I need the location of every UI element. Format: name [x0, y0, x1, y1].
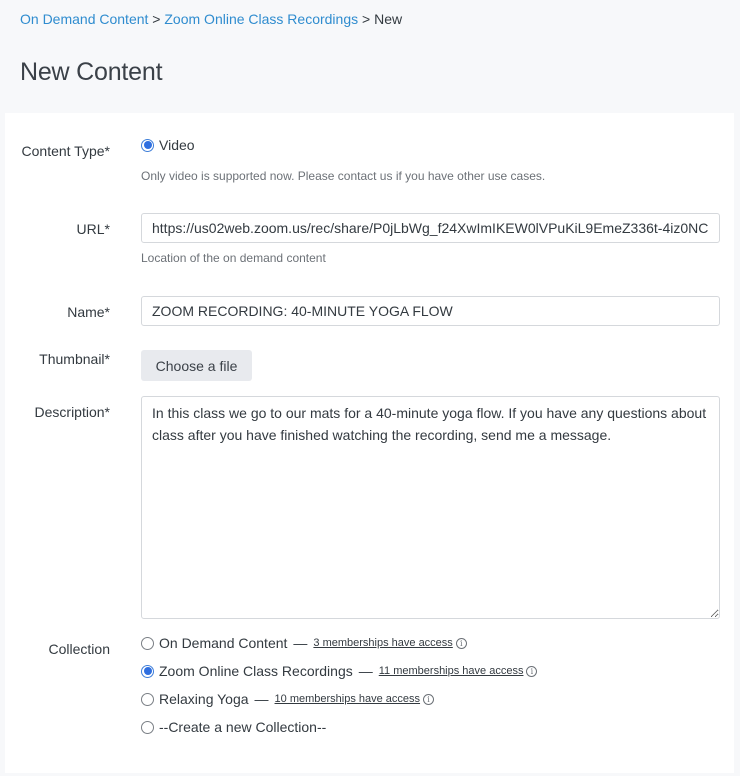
collection-option-label: Relaxing Yoga: [159, 691, 249, 707]
breadcrumb-current: New: [374, 11, 403, 27]
memberships-access-link[interactable]: 3 memberships have access: [313, 637, 453, 649]
collection-radio[interactable]: [141, 693, 154, 706]
collection-radio[interactable]: [141, 637, 154, 650]
breadcrumb: [20, 11, 402, 27]
info-icon[interactable]: i: [526, 666, 537, 677]
content-type-help: Only video is supported now. Please contact us if you have other use cases.: [141, 169, 546, 183]
collection-radio[interactable]: [141, 721, 154, 734]
new-content-form: [5, 113, 734, 773]
thumbnail-label: Thumbnail*: [39, 351, 110, 367]
content-type-video-radio[interactable]: [141, 139, 154, 152]
memberships-access-link[interactable]: 11 memberships have access: [378, 665, 524, 677]
collection-option-create-new[interactable]: [141, 719, 326, 735]
collection-option-on-demand-content[interactable]: [141, 635, 467, 651]
choose-file-button[interactable]: Choose a file: [141, 350, 252, 381]
breadcrumb-separator: >: [152, 11, 161, 27]
collection-option-relaxing-yoga[interactable]: [141, 691, 434, 707]
content-type-label: Content Type*: [21, 143, 110, 159]
collection-option-label: On Demand Content: [159, 635, 288, 651]
memberships-access-link[interactable]: 10 memberships have access: [274, 693, 421, 705]
dash: —: [293, 635, 308, 651]
breadcrumb-separator: >: [362, 11, 371, 27]
dash: —: [358, 663, 373, 679]
breadcrumb-zoom-online-class-recordings[interactable]: Zoom Online Class Recordings: [164, 11, 359, 27]
collection-option-label: --Create a new Collection--: [159, 719, 327, 735]
name-input[interactable]: [141, 296, 720, 326]
info-icon[interactable]: i: [456, 638, 467, 649]
collection-radio-selected[interactable]: [141, 665, 154, 678]
url-input[interactable]: [141, 213, 720, 243]
page-title: New Content: [20, 58, 163, 86]
content-type-video-option[interactable]: [141, 137, 195, 153]
collection-option-zoom-online-class-recordings[interactable]: [141, 663, 537, 679]
breadcrumb-on-demand-content[interactable]: On Demand Content: [20, 11, 149, 27]
collection-option-label: Zoom Online Class Recordings: [159, 663, 353, 679]
description-textarea[interactable]: [141, 396, 720, 619]
url-help: Location of the on demand content: [141, 251, 326, 265]
name-label: Name*: [67, 304, 110, 320]
content-type-video-label: Video: [159, 137, 195, 153]
description-label: Description*: [34, 404, 110, 420]
collection-label: Collection: [48, 641, 110, 657]
info-icon[interactable]: i: [423, 694, 434, 705]
dash: —: [254, 691, 269, 707]
url-label: URL*: [76, 221, 110, 237]
